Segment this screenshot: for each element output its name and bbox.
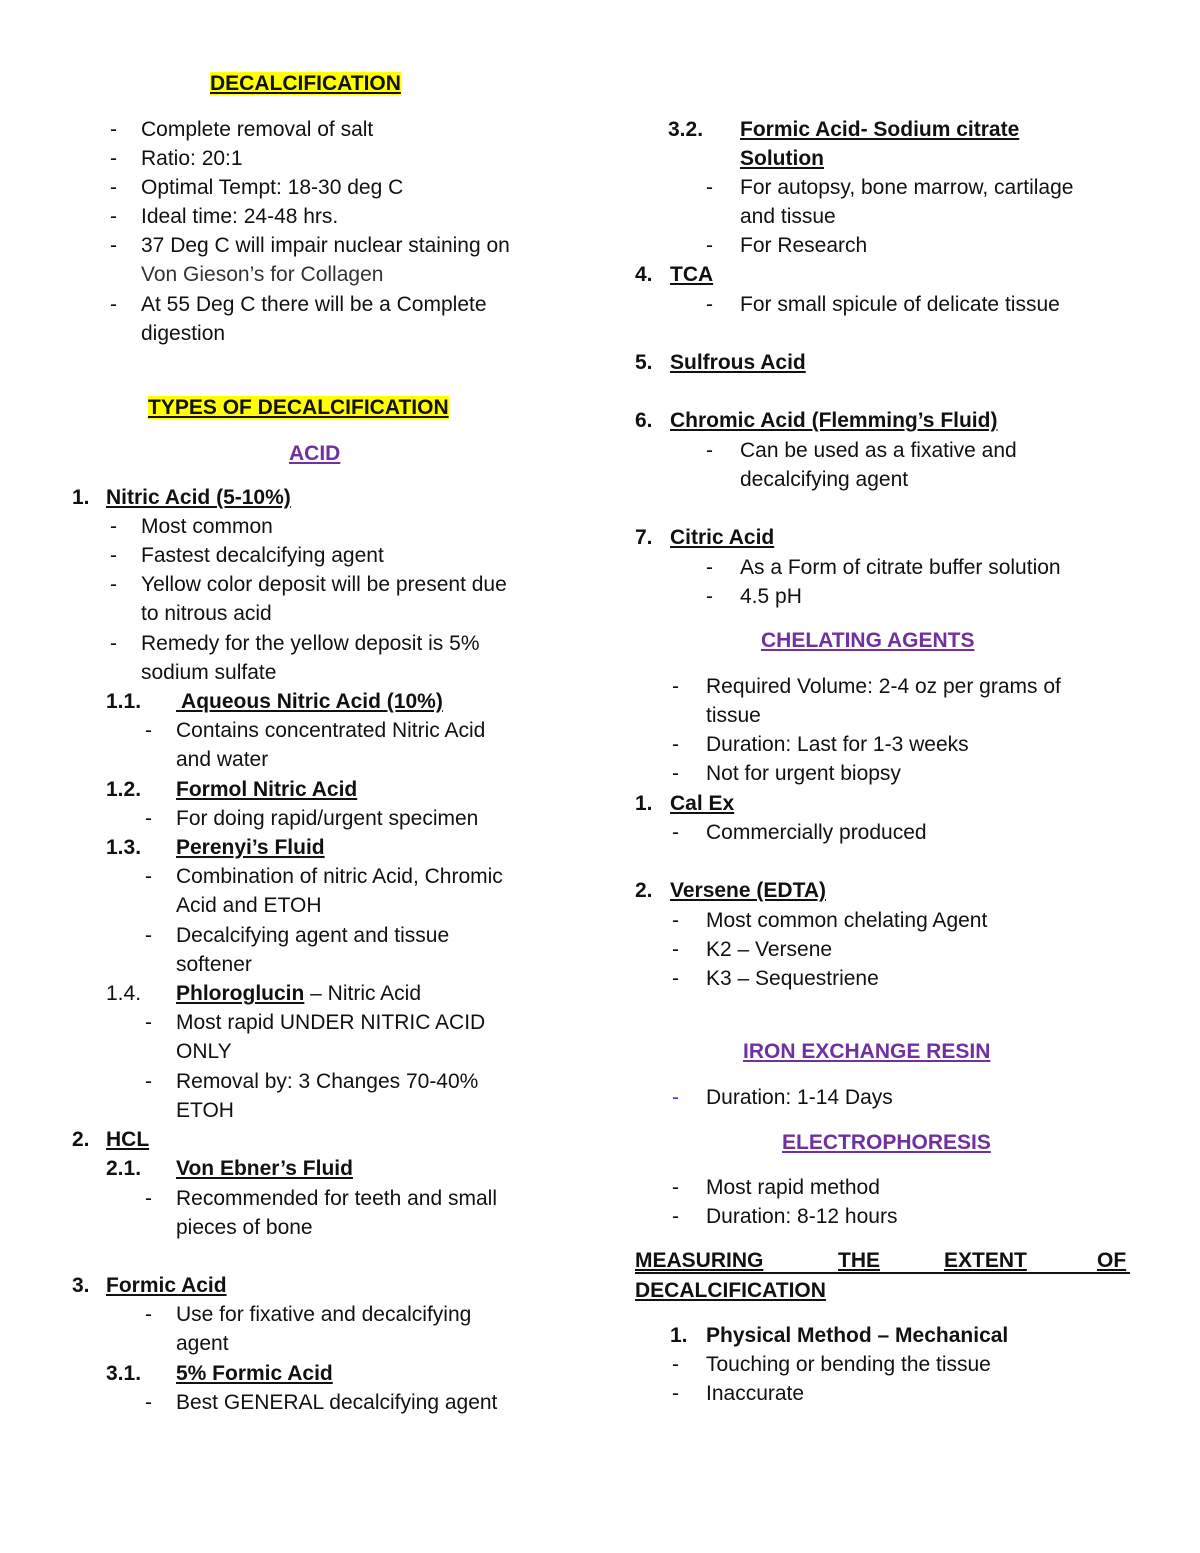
- list-number: 1.1.: [106, 690, 142, 713]
- list-number: 1.: [635, 792, 653, 815]
- list-item: Acid and ETOH: [176, 894, 322, 917]
- bullet-dash: -: [672, 1382, 679, 1405]
- bullet-dash: -: [672, 909, 679, 932]
- bullet-dash: -: [706, 293, 713, 316]
- list-item: softener: [176, 953, 252, 976]
- bullet-dash: -: [672, 1205, 679, 1228]
- versene-title: Versene (EDTA): [670, 879, 826, 902]
- list-item: agent: [176, 1332, 229, 1355]
- list-item: Most common chelating Agent: [706, 909, 988, 932]
- list-item: Duration: 1-14 Days: [706, 1086, 893, 1109]
- iron-heading: IRON EXCHANGE RESIN: [743, 1040, 991, 1063]
- citric-title: Citric Acid: [670, 526, 775, 549]
- list-number: 5.: [635, 351, 653, 374]
- list-item: Decalcifying agent and tissue: [176, 924, 450, 947]
- list-number: 4.: [635, 263, 653, 286]
- bullet-dash: -: [145, 807, 152, 830]
- measuring-heading-word: OF: [1097, 1249, 1127, 1272]
- bullet-dash: -: [672, 1176, 679, 1199]
- bullet-dash: -: [110, 293, 117, 316]
- list-item: 4.5 pH: [740, 585, 802, 608]
- list-item: tissue: [706, 704, 761, 727]
- list-item: to nitrous acid: [141, 602, 272, 625]
- intro-item: Optimal Tempt: 18-30 deg C: [141, 176, 404, 199]
- list-item: and tissue: [740, 205, 836, 228]
- list-item: Best GENERAL decalcifying agent: [176, 1391, 498, 1414]
- bullet-dash: -: [672, 733, 679, 756]
- intro-item: Ratio: 20:1: [141, 147, 243, 170]
- list-item: Commercially produced: [706, 821, 927, 844]
- list-number: 2.: [72, 1128, 90, 1151]
- measuring-heading-word: MEASURING: [635, 1249, 764, 1272]
- measuring-heading-word: EXTENT: [944, 1249, 1027, 1272]
- list-number: 7.: [635, 526, 653, 549]
- list-item: sodium sulfate: [141, 661, 277, 684]
- list-item: ETOH: [176, 1099, 234, 1122]
- bullet-dash: -: [110, 573, 117, 596]
- list-item: and water: [176, 748, 269, 771]
- list-item: Remedy for the yellow deposit is 5%: [141, 632, 480, 655]
- intro-item: Ideal time: 24-48 hrs.: [141, 205, 339, 228]
- formic-title: Formic Acid: [106, 1274, 227, 1297]
- bullet-dash: -: [706, 556, 713, 579]
- bullet-dash: -: [145, 1187, 152, 1210]
- page-title: DECALCIFICATION: [210, 72, 401, 95]
- bullet-dash: -: [672, 967, 679, 990]
- electrophoresis-heading: ELECTROPHORESIS: [782, 1131, 991, 1154]
- intro-item: At 55 Deg C there will be a Complete: [141, 293, 487, 316]
- list-item: Yellow color deposit will be present due: [141, 573, 507, 596]
- calex-title: Cal Ex: [670, 792, 735, 815]
- list-item: For Research: [740, 234, 868, 257]
- bullet-dash: -: [706, 176, 713, 199]
- bullet-dash: -: [145, 719, 152, 742]
- intro-item: 37 Deg C will impair nuclear staining on: [141, 234, 510, 257]
- bullet-dash: -: [145, 1070, 152, 1093]
- list-number: 1.4.: [106, 982, 142, 1005]
- list-number: 1.3.: [106, 836, 142, 859]
- bullet-dash: -: [145, 1303, 152, 1326]
- bullet-dash: -: [145, 924, 152, 947]
- list-item: Use for fixative and decalcifying: [176, 1303, 472, 1326]
- sulfrous-title: Sulfrous Acid: [670, 351, 806, 374]
- acid-heading: ACID: [289, 442, 341, 465]
- bullet-dash: -: [706, 585, 713, 608]
- list-item: Fastest decalcifying agent: [141, 544, 384, 567]
- bullet-dash: -: [145, 1391, 152, 1414]
- chelating-heading: CHELATING AGENTS: [761, 629, 975, 652]
- von-ebner-title: Von Ebner’s Fluid: [176, 1157, 353, 1180]
- bullet-dash: -: [145, 1011, 152, 1034]
- formic-citrate-title: Formic Acid- Sodium citrate: [740, 118, 1020, 141]
- bullet-dash: -: [672, 821, 679, 844]
- bullet-dash: -: [706, 234, 713, 257]
- bullet-dash: -: [706, 439, 713, 462]
- bullet-dash: -: [672, 675, 679, 698]
- physical-method-title: Physical Method – Mechanical: [706, 1324, 1009, 1347]
- list-item: For autopsy, bone marrow, cartilage: [740, 176, 1074, 199]
- list-item: Contains concentrated Nitric Acid: [176, 719, 486, 742]
- phloroglucin-line: [176, 980, 421, 1008]
- bullet-dash: -: [672, 938, 679, 961]
- bullet-dash: -: [672, 1353, 679, 1376]
- bullet-dash: -: [110, 632, 117, 655]
- intro-item: digestion: [141, 322, 226, 345]
- list-item: As a Form of citrate buffer solution: [740, 556, 1061, 579]
- bullet-dash: -: [145, 865, 152, 888]
- list-item: K3 – Sequestriene: [706, 967, 879, 990]
- bullet-dash: -: [672, 762, 679, 785]
- list-number: 1.: [670, 1324, 688, 1347]
- list-item: Most common: [141, 515, 273, 538]
- list-item: ONLY: [176, 1040, 232, 1063]
- list-item: Recommended for teeth and small: [176, 1187, 497, 1210]
- phloroglucin-title: Phloroglucin: [176, 982, 305, 1005]
- list-number: 3.2.: [668, 118, 704, 141]
- list-item: Touching or bending the tissue: [706, 1353, 991, 1376]
- formic-citrate-title-cont: Solution: [740, 147, 824, 170]
- list-item: Inaccurate: [706, 1382, 805, 1405]
- list-item: Duration: Last for 1-3 weeks: [706, 733, 969, 756]
- list-item: Required Volume: 2-4 oz per grams of: [706, 675, 1061, 698]
- intro-item: Von Gieson’s for Collagen: [141, 263, 384, 286]
- measuring-heading-word: THE: [838, 1249, 880, 1272]
- list-item: Most rapid UNDER NITRIC ACID: [176, 1011, 486, 1034]
- nitric-title: Nitric Acid (5-10%): [106, 486, 291, 509]
- bullet-dash: -: [672, 1086, 679, 1109]
- bullet-dash: -: [110, 515, 117, 538]
- list-number: 3.1.: [106, 1362, 142, 1385]
- bullet-dash: -: [110, 205, 117, 228]
- formol-title: Formol Nitric Acid: [176, 778, 358, 801]
- list-item: decalcifying agent: [740, 468, 909, 491]
- bullet-dash: -: [110, 234, 117, 257]
- bullet-dash: -: [110, 544, 117, 567]
- list-number: 2.: [635, 879, 653, 902]
- list-item: Can be used as a fixative and: [740, 439, 1017, 462]
- list-item: Not for urgent biopsy: [706, 762, 901, 785]
- phloroglucin-suffix: – Nitric Acid: [304, 982, 422, 1005]
- measuring-heading-cont: DECALCIFICATION: [635, 1279, 826, 1302]
- heading-underline: [635, 1272, 1130, 1274]
- list-number: 2.1.: [106, 1157, 142, 1180]
- list-number: 1.2.: [106, 778, 142, 801]
- bullet-dash: -: [110, 147, 117, 170]
- types-heading: TYPES OF DECALCIFICATION: [148, 396, 449, 419]
- list-number: 6.: [635, 409, 653, 432]
- list-item: Duration: 8-12 hours: [706, 1205, 898, 1228]
- list-item: For doing rapid/urgent specimen: [176, 807, 479, 830]
- formic-5-title: 5% Formic Acid: [176, 1362, 333, 1385]
- bullet-dash: -: [110, 176, 117, 199]
- list-number: 3.: [72, 1274, 90, 1297]
- list-item: Most rapid method: [706, 1176, 880, 1199]
- aqueous-title: Aqueous Nitric Acid (10%): [176, 690, 443, 713]
- list-item: For small spicule of delicate tissue: [740, 293, 1060, 316]
- list-number: 1.: [72, 486, 90, 509]
- tca-title: TCA: [670, 263, 714, 286]
- chromic-title: Chromic Acid (Flemming’s Fluid): [670, 409, 998, 432]
- hcl-title: HCL: [106, 1128, 150, 1151]
- perenyi-title: Perenyi’s Fluid: [176, 836, 325, 859]
- list-item: Combination of nitric Acid, Chromic: [176, 865, 503, 888]
- list-item: pieces of bone: [176, 1216, 313, 1239]
- list-item: K2 – Versene: [706, 938, 833, 961]
- list-item: Removal by: 3 Changes 70-40%: [176, 1070, 479, 1093]
- bullet-dash: -: [110, 118, 117, 141]
- intro-item: Complete removal of salt: [141, 118, 374, 141]
